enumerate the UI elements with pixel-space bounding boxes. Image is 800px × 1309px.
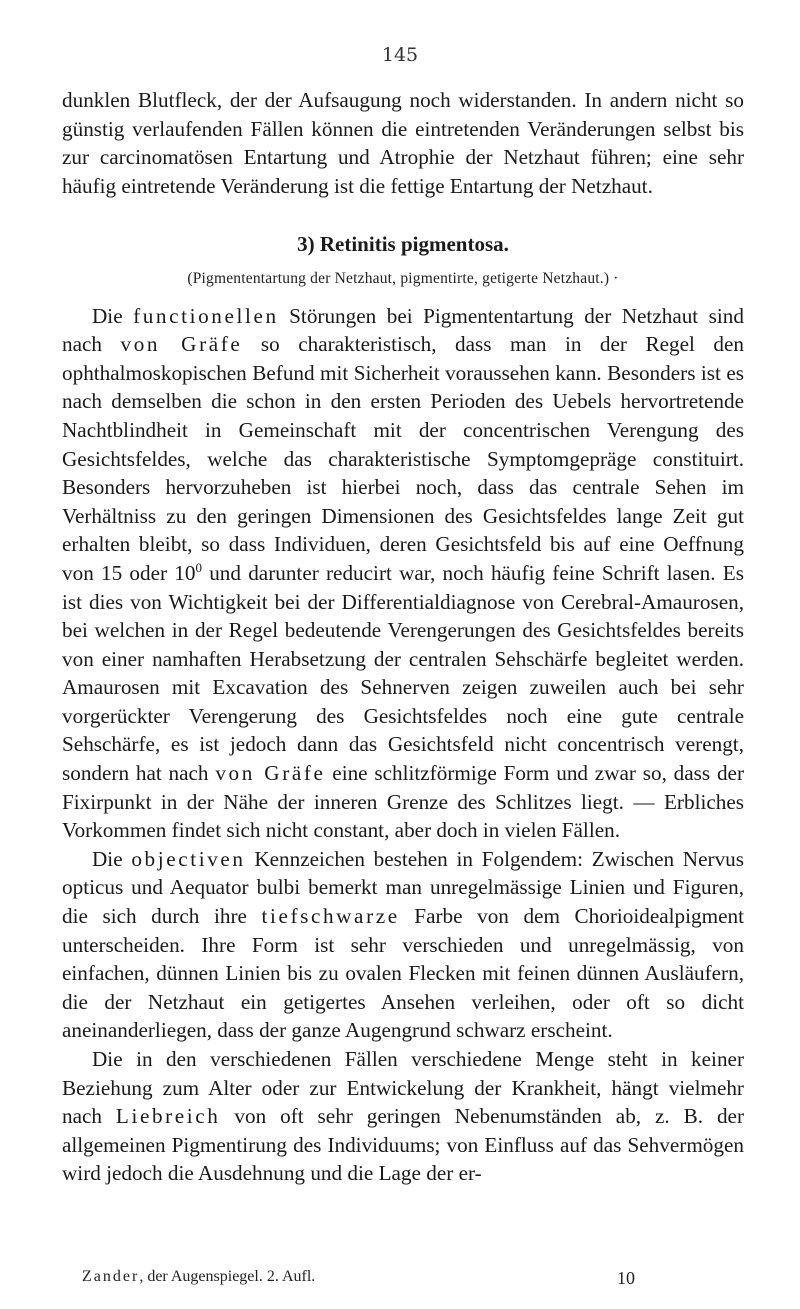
section-title: 3) Retinitis pigmentosa.	[297, 232, 509, 257]
page-number: 145	[381, 44, 419, 66]
section-subtitle: (Pigmententartung der Netzhaut, pigmentirte, getigerte Netzhaut.) ·	[187, 269, 619, 287]
spaced-emphasis: tiefschwarze	[261, 904, 400, 929]
paragraph-pigment-quantity: Die in den verschiedenen Fällen verschiedene Menge steht in keiner Beziehung zum Alter oder zur Entwickelung der Krankheit, hängt vielmehr nach Liebreich von oft sehr geringen Nebenumständen ab, z. B. der allgemeinen Pigmentirung des Individuums; von Einfluss auf das Sehvermögen wird jedoch die Ausdehnung und die Lage der er-	[62, 1047, 745, 1186]
paragraph-objective-signs: Die objectiven Kennzeichen bestehen in Folgendem: Zwischen Nervus opticus und Aequator bulbi bemerkt man unregelmässige Linien und Figuren, die sich durch ihre tiefschwarze Farbe von dem Chorioidealpigment unterscheiden. Ihre Form ist sehr verschieden und unregelmässig, von einfachen, dünnen Linien bis zu ovalen Flecken mit feinen dünnen Ausläufern, die der Netzhaut ein getigertes Ansehen verleihen, oder oft so dicht aneinanderliegen, dass der ganze Augengrund schwarz erscheint.	[62, 846, 744, 1043]
body-text	[62, 86, 744, 1188]
spaced-emphasis: functionellen	[133, 303, 279, 328]
continued-paragraph: dunklen Blutfleck, der der Aufsaugung noch widerstanden. In andern nicht so günstig verlaufenden Fällen können die eintretenden Veränderungen selbst bis zur carcinomatösen Entartung und Atrophie der Netzhaut führen; eine sehr häufig eintretende Veränderung ist die fettige Entartung der Netzhaut.	[62, 88, 744, 198]
degree-sign: 0	[195, 559, 202, 575]
spaced-emphasis: objectiven	[131, 846, 246, 871]
author-reference: von Gräfe	[120, 332, 243, 357]
author-reference: von Gräfe	[215, 761, 326, 786]
signature-line	[82, 1268, 315, 1286]
paragraph-functional-disorders: Die functionellen Störungen bei Pigmententartung der Netzhaut sind nach von Gräfe so charakteristisch, dass man in der Regel den ophthalmoskopischen Befund mit Sicherheit voraussehen kann. Besonders ist es nach demselben die schon in den ersten Perioden des Uebels hervortretende Nachtblindheit in Gemeinschaft mit der concentrischen Verengung des Gesichtsfeldes, welche das charakteristische Symptomgepräge constituirt. Besonders hervorzuheben ist hierbei noch, dass das centrale Sehen im Verhältniss zu den geringen Dimensionen des Gesichtsfeldes lange Zeit gut erhalten bleibt, so dass Individuen, deren Gesichtsfeld bis auf eine Oeffnung von 15 oder $10^0$ und darunter reducirt war, noch häufig feine Schrift lasen. Es ist dies von Wichtigkeit bei der Differentialdiagnose von Cerebral-Amaurosen, bei welchen in der Regel bedeutende Verengerungen des Gesichtsfeldes bereits von einer namhaften Herabsetzung der centralen Sehschärfe begleitet werden. Amaurosen mit Excavation des Sehnerven zeigen zuweilen auch bei sehr vorgerückter Verengerung des Gesichtsfeldes noch eine gute centrale Sehschärfe, es ist jedoch dann das Gesichtsfeld nicht concentrisch verengt, sondern hat nach von Gräfe eine schlitzförmige Form und zwar so, dass der Fixirpunkt in der Nähe der inneren Grenze des Schlitzes liegt. — Erbliches Vorkommen findet sich nicht constant, aber doch in vielen Fällen.	[62, 303, 744, 843]
footer-title: , der Augenspiegel. 2. Aufl.	[139, 1268, 316, 1285]
author-reference: Liebreich	[115, 1104, 221, 1129]
footer-author: Zander	[82, 1268, 140, 1285]
sheet-number: 10	[617, 1268, 635, 1288]
page-footer	[82, 1268, 722, 1286]
